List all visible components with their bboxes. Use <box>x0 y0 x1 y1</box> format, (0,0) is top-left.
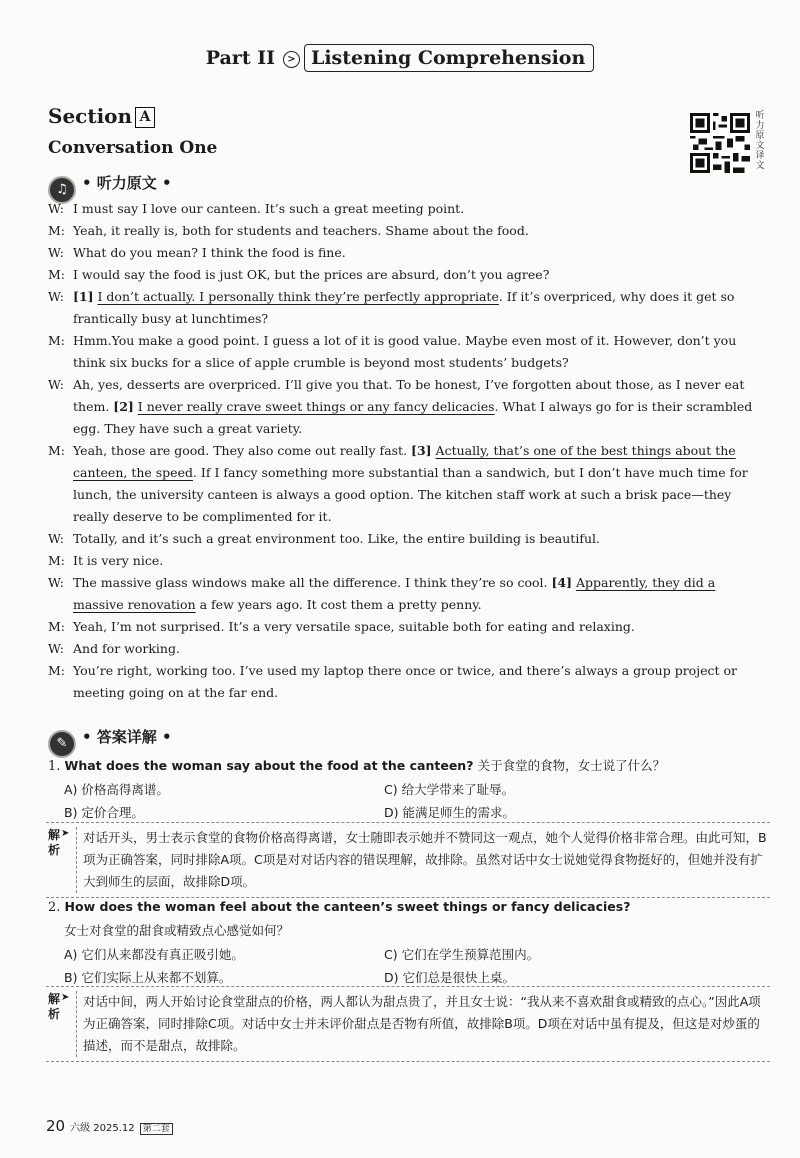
play-arrow-icon: > <box>283 51 300 68</box>
speaker: M: <box>48 663 66 678</box>
dialogue-line <box>48 572 766 616</box>
answers-heading-text: • 答案详解 • <box>82 728 172 746</box>
utterance: What do you mean? I think the food is fine. <box>73 245 346 260</box>
qr-caption: 听力原文译文 <box>755 111 765 171</box>
speaker: W: <box>48 377 64 392</box>
option-a[interactable]: A) 它们从来都没有真正吸引她。 <box>64 947 244 962</box>
question-1 <box>48 756 665 774</box>
speaker: W: <box>48 289 64 304</box>
utterance-rest: . If I fancy something more substantial than a sandwich, but I don’t have much time for lunch, the university canteen is always a good option. The kitchen staff work at such a brisk pace—they really deserve to be complimented for it. <box>73 465 748 524</box>
explanation-tag: 解析 <box>48 828 61 857</box>
explanation-text: 对话中间，两人开始讨论食堂甜点的价格，两人都认为甜点贵了，并且女士说：“我从来不喜欢甜食或精致的点心。”因此A项为正确答案，同时排除C项。对话中女士并未评价甜点是否物有所值，故排除B项。D项在对话中虽有提及，但这是对炒蛋的描述，而不是甜点，故排除。 <box>76 991 770 1057</box>
issue-label: 六级 2025.12 <box>70 1123 135 1134</box>
speaker: W: <box>48 575 64 590</box>
utterance: Totally, and it’s such a great environment too. Like, the entire building is beautiful. <box>73 531 600 546</box>
dialogue-line <box>48 264 766 286</box>
option-b[interactable]: B) 定价合理。 <box>64 805 144 820</box>
key-sentence: I don’t actually. I personally think they’re perfectly appropriate <box>97 289 499 304</box>
utterance <box>73 286 766 330</box>
utterance: I must say I love our canteen. It’s such a great meeting point. <box>73 201 465 216</box>
utterance: You’re right, working too. I’ve used my laptop there once or twice, and there’s always a group project or meeting going on at the far end. <box>73 663 737 700</box>
section-letter-badge: A <box>135 107 155 128</box>
utterance-start: Yeah, those are good. They also come out really fast. <box>73 443 412 458</box>
speaker: M: <box>48 333 66 348</box>
speaker: M: <box>48 443 66 458</box>
option-d[interactable]: D) 能满足师生的需求。 <box>384 805 515 820</box>
question-cn: 关于食堂的食物，女士说了什么？ <box>477 758 666 773</box>
conversation-title: Conversation One <box>48 138 218 158</box>
utterance: And for working. <box>73 641 180 656</box>
transcript-heading-text: • 听力原文 • <box>82 174 172 192</box>
explanation-tag: 解析 <box>48 992 61 1021</box>
pointer-arrow-icon: ➤ <box>61 992 70 1003</box>
dialogue-line <box>48 242 766 264</box>
dialogue-line <box>48 616 766 638</box>
key-sentence: Actually, that’s one of the best things about the canteen, the speed <box>73 443 736 480</box>
question-en: How does the woman feel about the canteen’s sweet things or fancy delicacies? <box>64 899 631 914</box>
speaker: M: <box>48 619 66 634</box>
question-marker: [4] <box>551 575 572 590</box>
speaker: M: <box>48 267 66 282</box>
section-label: Section <box>48 104 133 128</box>
utterance: Hmm.You make a good point. I guess a lot of it is good value. Maybe even most of it. However, don’t you think six bucks for a slice of apple crumble is beyond most students’ budgets? <box>73 333 737 370</box>
dialogue-line <box>48 286 766 330</box>
question-marker: [3] <box>411 443 432 458</box>
answer-key-icon: ✎ <box>48 730 76 758</box>
utterance <box>73 374 766 440</box>
section-title <box>48 104 155 128</box>
dialogue-line <box>48 220 766 242</box>
explanation-box <box>46 822 770 898</box>
utterance-start: The massive glass windows make all the difference. I think they’re so cool. <box>73 575 552 590</box>
utterance <box>73 572 766 616</box>
option-a[interactable]: A) 价格高得离谱。 <box>64 782 169 797</box>
utterance-start: Ah, yes, desserts are overpriced. I’ll give you that. To be honest, I’ve forgotten about those, as I never eat them. <box>73 377 745 414</box>
key-sentence: I never really crave sweet things or any fancy delicacies <box>137 399 495 414</box>
dialogue-line <box>48 550 766 572</box>
qr-code-icon[interactable] <box>690 113 750 173</box>
part-title: Listening Comprehension <box>304 44 594 72</box>
option-b[interactable]: B) 它们实际上从来都不划算。 <box>64 970 232 985</box>
answers-heading <box>48 726 172 758</box>
speaker: W: <box>48 531 64 546</box>
option-c[interactable]: C) 给大学带来了耻辱。 <box>384 782 515 797</box>
dialogue-line <box>48 528 766 550</box>
question-en: What does the woman say about the food at the canteen? <box>64 758 474 773</box>
speaker: W: <box>48 245 64 260</box>
utterance: I would say the food is just OK, but the prices are absurd, don’t you agree? <box>73 267 550 282</box>
speaker: M: <box>48 223 66 238</box>
set-label: 第二套 <box>140 1123 173 1135</box>
dialogue-line <box>48 330 766 374</box>
dialogue-line <box>48 660 766 704</box>
question-cn: 女士对食堂的甜食或精致点心感觉如何？ <box>64 923 290 938</box>
dialogue-line <box>48 198 766 220</box>
utterance: It is very nice. <box>73 553 164 568</box>
dialogue-line <box>48 440 766 528</box>
speaker: W: <box>48 201 64 216</box>
explanation-text: 对话开头，男士表示食堂的食物价格高得离谱，女士随即表示她并不赞同这一观点，她个人觉得价格非常合理。由此可知，B项为正确答案，同时排除A项。C项是对对话内容的错误理解，故排除。虽然对话中女士说她觉得食物挺好的，但她并没有扩大到师生的层面，故排除D项。 <box>76 827 770 893</box>
question-2 <box>48 899 630 915</box>
question-marker: [1] <box>73 289 94 304</box>
explanation-box <box>46 986 770 1062</box>
pointer-arrow-icon: ➤ <box>61 828 70 839</box>
utterance-rest: . What I always go for is their scrambled egg. They have such a great variety. <box>73 399 753 436</box>
utterance: Yeah, it really is, both for students and teachers. Shame about the food. <box>73 223 529 238</box>
speaker: W: <box>48 641 64 656</box>
part-label: Part II <box>205 47 275 69</box>
option-c[interactable]: C) 它们在学生预算范围内。 <box>384 947 540 962</box>
page-number: 20 <box>46 1117 66 1135</box>
key-sentence: Apparently, they did a massive renovation <box>73 575 716 612</box>
option-d[interactable]: D) 它们总是很快上桌。 <box>384 970 515 985</box>
utterance-rest: a few years ago. It cost them a pretty penny. <box>195 597 482 612</box>
question-marker: [2] <box>113 399 134 414</box>
question-number: 2. <box>48 900 61 915</box>
question-number: 1. <box>48 759 61 774</box>
page-footer <box>46 1116 173 1135</box>
utterance-rest: . If it’s overpriced, why does it get so frantically busy at lunchtimes? <box>73 289 735 326</box>
dialogue-line <box>48 638 766 660</box>
dialogue-line <box>48 374 766 440</box>
part-header <box>0 44 800 72</box>
speaker: M: <box>48 553 66 568</box>
utterance: Yeah, I’m not surprised. It’s a very versatile space, suitable both for eating and relaxing. <box>73 619 635 634</box>
headphones-icon: ♫ <box>48 176 76 204</box>
utterance <box>73 440 766 528</box>
